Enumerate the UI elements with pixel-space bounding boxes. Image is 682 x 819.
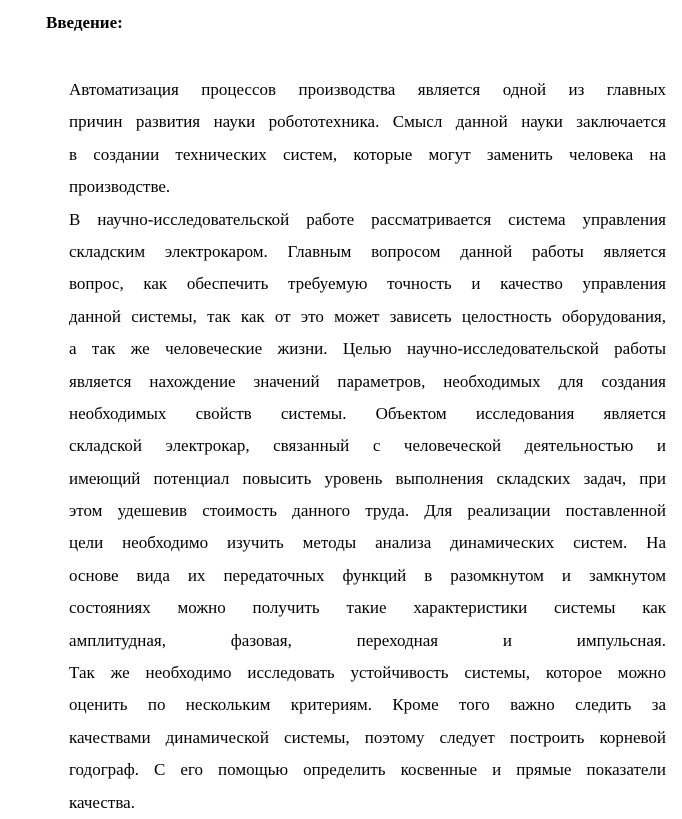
introduction-paragraph xyxy=(69,74,666,819)
text-line: вопрос, как обеспечить требуемую точность и качество управления xyxy=(69,274,666,294)
section-heading: Введение: xyxy=(46,13,123,32)
text-line: складским электрокаром. Главным вопросом данной работы является xyxy=(69,241,666,261)
text-line: а так же человеческие жизни. Целью научно-исследовательской работы xyxy=(69,339,666,359)
text-line: имеющий потенциал повысить уровень выполнения складских задач, при xyxy=(69,468,666,488)
text-line: цели необходимо изучить методы анализа динамических систем. На xyxy=(69,533,666,553)
text-line: качества. xyxy=(69,792,135,812)
text-line: в создании технических систем, которые могут заменить человека на xyxy=(69,144,666,164)
text-line: основе вида их передаточных функций в разомкнутом и замкнутом xyxy=(69,565,666,585)
text-line: качествами динамической системы, поэтому следует построить корневой xyxy=(69,727,666,747)
text-line: годограф. С его помощью определить косвенные и прямые показатели xyxy=(69,760,666,780)
text-line: производстве. xyxy=(69,177,171,197)
text-line: данной системы, так как от это может зависеть целостность оборудования, xyxy=(69,306,666,326)
text-line: состояниях можно получить такие характеристики системы как xyxy=(69,598,666,618)
text-line: этом удешевив стоимость данного труда. Для реализации поставленной xyxy=(69,501,666,521)
text-line: В научно-исследовательской работе рассматривается система управления xyxy=(69,209,666,229)
text-line: складской электрокар, связанный с человеческой деятельностью и xyxy=(69,436,666,456)
text-line: Так же необходимо исследовать устойчивость системы, которое можно xyxy=(69,663,666,683)
text-line: необходимых свойств системы. Объектом исследования является xyxy=(69,403,666,423)
text-line: амплитудная, фазовая, переходная и импульсная. xyxy=(69,630,666,650)
text-line: Автоматизация процессов производства является одной из главных xyxy=(69,80,666,99)
text-line: оценить по нескольким критериям. Кроме того важно следить за xyxy=(69,695,666,715)
text-line: является нахождение значений параметров, необходимых для создания xyxy=(69,371,666,391)
text-line: причин развития науки робототехника. Смысл данной науки заключается xyxy=(69,112,666,132)
